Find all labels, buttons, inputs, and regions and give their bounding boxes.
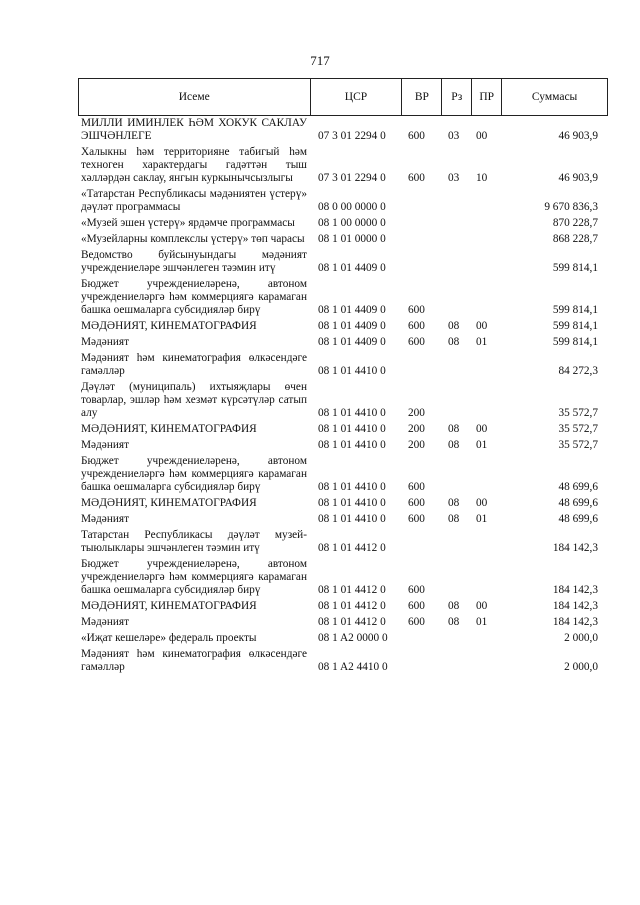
cell-name: Мәдәният [81,439,130,451]
cell-name: «Музей эшен үстерү» ярдәмче программасы [81,217,295,229]
cell-csr: 07 3 01 2294 0 [318,130,386,142]
cell-csr: 08 1 01 4412 0 [318,616,386,628]
table-row [78,513,608,526]
table-row [78,439,608,452]
cell-sum: 84 272,3 [558,365,598,377]
table-header [78,78,608,116]
cell-csr: 08 1 01 4412 0 [318,542,386,554]
cell-csr: 08 1 01 4409 0 [318,304,386,316]
cell-sum: 35 572,7 [558,423,598,435]
cell-pr: 00 [476,423,488,435]
table-row [78,497,608,510]
cell-rz: 08 [448,336,460,348]
header-name: Исеме [79,79,311,115]
cell-rz: 08 [448,600,460,612]
header-rz: Рз [442,79,472,115]
cell-csr: 08 1 01 4410 0 [318,439,386,451]
cell-sum: 599 814,1 [552,336,598,348]
cell-sum: 48 699,6 [558,513,598,525]
cell-pr: 00 [476,320,488,332]
table-row [78,278,608,317]
cell-sum: 9 670 836,3 [544,201,598,213]
cell-sum: 184 142,3 [552,616,598,628]
cell-csr: 08 1 01 4409 0 [318,320,386,332]
cell-rz: 08 [448,439,460,451]
cell-csr: 08 1 01 4412 0 [318,600,386,612]
cell-name: Татарстан Республикасы дәүләт музей-тыюлыклары эшчәнлеген тәэмин итү [81,529,307,554]
cell-vr: 600 [408,172,425,184]
table-row [78,249,608,275]
cell-csr: 07 3 01 2294 0 [318,172,386,184]
header-pr: ПР [472,79,502,115]
cell-name: Мәдәният һәм кинематография өлкәсендәге гамәлләр [81,352,307,377]
cell-csr: 08 1 00 0000 0 [318,217,386,229]
cell-sum: 2 000,0 [564,661,598,673]
cell-name: Мәдәният [81,336,130,348]
cell-rz: 08 [448,320,460,332]
cell-sum: 35 572,7 [558,407,598,419]
cell-rz: 08 [448,423,460,435]
table-row [78,146,608,185]
table-row [78,217,608,230]
cell-rz: 03 [448,130,460,142]
cell-name: «Татарстан Республикасы мәдәниятен үстерү» дәүләт программасы [81,188,307,213]
cell-name: МӘДӘНИЯТ, КИНЕМАТОГРАФИЯ [81,423,257,435]
cell-name: Мәдәният [81,616,130,628]
table-row [78,336,608,349]
cell-sum: 599 814,1 [552,262,598,274]
table-row [78,381,608,420]
cell-csr: 08 1 A2 4410 0 [318,661,388,673]
cell-pr: 01 [476,336,488,348]
table-row [78,188,608,214]
cell-csr: 08 1 01 4410 0 [318,481,386,493]
cell-csr: 08 1 01 4410 0 [318,423,386,435]
cell-vr: 600 [408,130,425,142]
cell-vr: 600 [408,481,425,493]
cell-name: Мәдәният [81,513,130,525]
cell-sum: 2 000,0 [564,632,598,644]
table-row [78,632,608,645]
cell-pr: 00 [476,497,488,509]
cell-vr: 600 [408,320,425,332]
cell-csr: 08 0 00 0000 0 [318,201,386,213]
table-row [78,117,608,143]
table-row [78,320,608,333]
cell-rz: 03 [448,172,460,184]
cell-name: МӘДӘНИЯТ, КИНЕМАТОГРАФИЯ [81,600,257,612]
cell-pr: 10 [476,172,488,184]
cell-pr: 00 [476,600,488,612]
cell-pr: 01 [476,513,488,525]
cell-rz: 08 [448,497,460,509]
table-row [78,455,608,494]
cell-csr: 08 1 01 4410 0 [318,407,386,419]
table-row [78,423,608,436]
cell-vr: 600 [408,497,425,509]
cell-name: Бюджет учреждениеләренә, автоном учреждениеләргә һәм коммерциягә карамаган башка оешмаларга субсидияләр бирү [81,558,307,596]
cell-vr: 200 [408,439,425,451]
table-body [78,117,608,674]
cell-sum: 868 228,7 [552,233,598,245]
cell-sum: 870 228,7 [552,217,598,229]
cell-name: Дәүләт (муниципаль) ихтыяҗлары өчен товарлар, эшләр һәм хезмәт күрсәтүләр сатып алу [81,381,307,419]
cell-name: Халыкны һәм территорияне табигый һәм техноген характердагы гадәттән тыш хәлләрдән саклау, янгын куркынычсызлыгы [81,146,307,184]
header-csr: ЦСР [311,79,403,115]
cell-sum: 184 142,3 [552,600,598,612]
cell-vr: 200 [408,407,425,419]
cell-name: «Музейларны комплекслы үстерү» төп чарасы [81,233,305,245]
cell-rz: 08 [448,616,460,628]
cell-rz: 08 [448,513,460,525]
table-row [78,233,608,246]
cell-sum: 184 142,3 [552,584,598,596]
cell-csr: 08 1 01 4409 0 [318,262,386,274]
cell-csr: 08 1 01 4410 0 [318,365,386,377]
cell-vr: 600 [408,304,425,316]
cell-name: МӘДӘНИЯТ, КИНЕМАТОГРАФИЯ [81,320,257,332]
cell-sum: 48 699,6 [558,497,598,509]
cell-pr: 01 [476,616,488,628]
cell-sum: 35 572,7 [558,439,598,451]
table-row [78,616,608,629]
cell-csr: 08 1 01 0000 0 [318,233,386,245]
table-row [78,648,608,674]
cell-csr: 08 1 01 4410 0 [318,513,386,525]
cell-vr: 600 [408,600,425,612]
cell-sum: 48 699,6 [558,481,598,493]
header-sum: Суммасы [502,79,608,115]
cell-vr: 600 [408,513,425,525]
cell-name: МИЛЛИ ИМИНЛЕК ҺӘМ ХОКУК САКЛАУ ЭШЧӘНЛЕГЕ [81,117,307,142]
cell-pr: 01 [476,439,488,451]
table-row [78,600,608,613]
cell-name: МӘДӘНИЯТ, КИНЕМАТОГРАФИЯ [81,497,257,509]
budget-table [78,78,608,677]
cell-vr: 600 [408,616,425,628]
cell-name: Бюджет учреждениеләренә, автоном учреждениеләргә һәм коммерциягә карамаган башка оешмаларга субсидияләр бирү [81,455,307,493]
cell-sum: 599 814,1 [552,304,598,316]
cell-pr: 00 [476,130,488,142]
cell-name: Мәдәният һәм кинематография өлкәсендәге гамәлләр [81,648,307,673]
table-row [78,352,608,378]
cell-name: Бюджет учреждениеләренә, автоном учреждениеләргә һәм коммерциягә карамаган башка оешмаларга субсидияләр бирү [81,278,307,316]
table-row [78,529,608,555]
cell-sum: 599 814,1 [552,320,598,332]
header-vr: ВР [402,79,442,115]
table-row [78,558,608,597]
cell-csr: 08 1 A2 0000 0 [318,632,388,644]
cell-name: Ведомство буйсынуындагы мәдәният учреждениеләре эшчәнлеген тәэмин итү [81,249,307,274]
cell-sum: 46 903,9 [558,130,598,142]
cell-csr: 08 1 01 4410 0 [318,497,386,509]
cell-csr: 08 1 01 4412 0 [318,584,386,596]
page-number: 717 [310,53,330,68]
cell-vr: 600 [408,336,425,348]
cell-sum: 184 142,3 [552,542,598,554]
cell-name: «Иҗат кешеләре» федераль проекты [81,632,257,644]
cell-sum: 46 903,9 [558,172,598,184]
cell-vr: 200 [408,423,425,435]
cell-csr: 08 1 01 4409 0 [318,336,386,348]
cell-vr: 600 [408,584,425,596]
